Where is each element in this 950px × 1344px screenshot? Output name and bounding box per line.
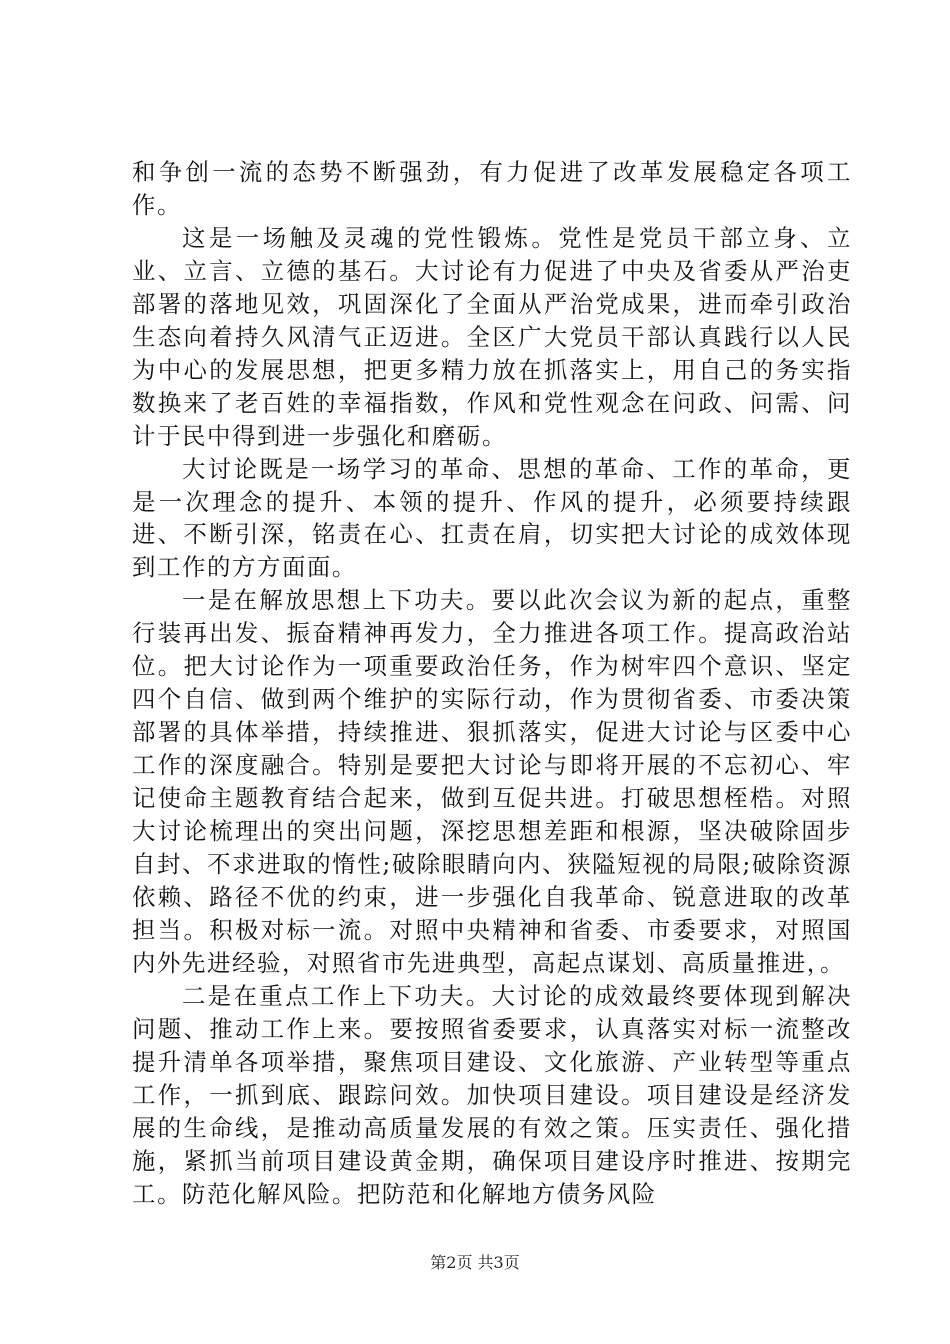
paragraph-continued: 和争创一流的态势不断强劲，有力促进了改革发展稳定各项工作。 xyxy=(132,158,852,219)
document-body xyxy=(132,156,852,1211)
page-number-footer: 第2页 共3页 xyxy=(430,1253,520,1272)
paragraph: 大讨论既是一场学习的革命、思想的革命、工作的革命，更是一次理念的提升、本领的提升、作风的提升，必须要持续跟进、不断引深，铭责在心、扛责在肩，切实把大讨论的成效体现到工作的方方面面。 xyxy=(132,454,852,582)
paragraph: 二是在重点工作上下功夫。大讨论的成效最终要体现到解决问题、推动工作上来。要按照省委要求，认真落实对标一流整改提升清单各项举措，聚焦项目建设、文化旅游、产业转型等重点工作，一抓到底、跟踪问效。加快项目建设。项目建设是经济发展的生命线，是推动高质量发展的有效之策。压实责任、强化措施，紧抓当前项目建设黄金期，确保项目建设序时推进、按期完工。防范化解风险。把防范和化解地方债务风险 xyxy=(132,981,852,1208)
paragraph: 这是一场触及灵魂的党性锻炼。党性是党员干部立身、立业、立言、立德的基石。大讨论有力促进了中央及省委从严治吏部署的落地见效，巩固深化了全面从严治党成果，进而牵引政治生态向着持久风清气正迈进。全区广大党员干部认真践行以人民为中心的发展思想，把更多精力放在抓落实上，用自己的务实指数换来了老百姓的幸福指数，作风和党性观念在问政、问需、问计于民中得到进一步强化和磨砺。 xyxy=(132,223,852,450)
paragraph: 一是在解放思想上下功夫。要以此次会议为新的起点，重整行装再出发、振奋精神再发力，全力推进各项工作。提高政治站位。把大讨论作为一项重要政治任务，作为树牢四个意识、坚定四个自信、做到两个维护的实际行动，作为贯彻省委、市委决策部署的具体举措，持续推进、狠抓落实，促进大讨论与区委中心工作的深度融合。特别是要把大讨论与即将开展的不忘初心、牢记使命主题教育结合起来，做到互促共进。打破思想桎梏。对照大讨论梳理出的突出问题，深挖思想差距和根源，坚决破除固步自封、不求进取的惰性;破除眼睛向内、狭隘短视的局限;破除资源依赖、路径不优的约束，进一步强化自我革命、锐意进取的改革担当。积极对标一流。对照中央精神和省委、市委要求，对照国内外先进经验，对照省市先进典型，高起点谋划、高质量推进，。 xyxy=(132,586,852,977)
